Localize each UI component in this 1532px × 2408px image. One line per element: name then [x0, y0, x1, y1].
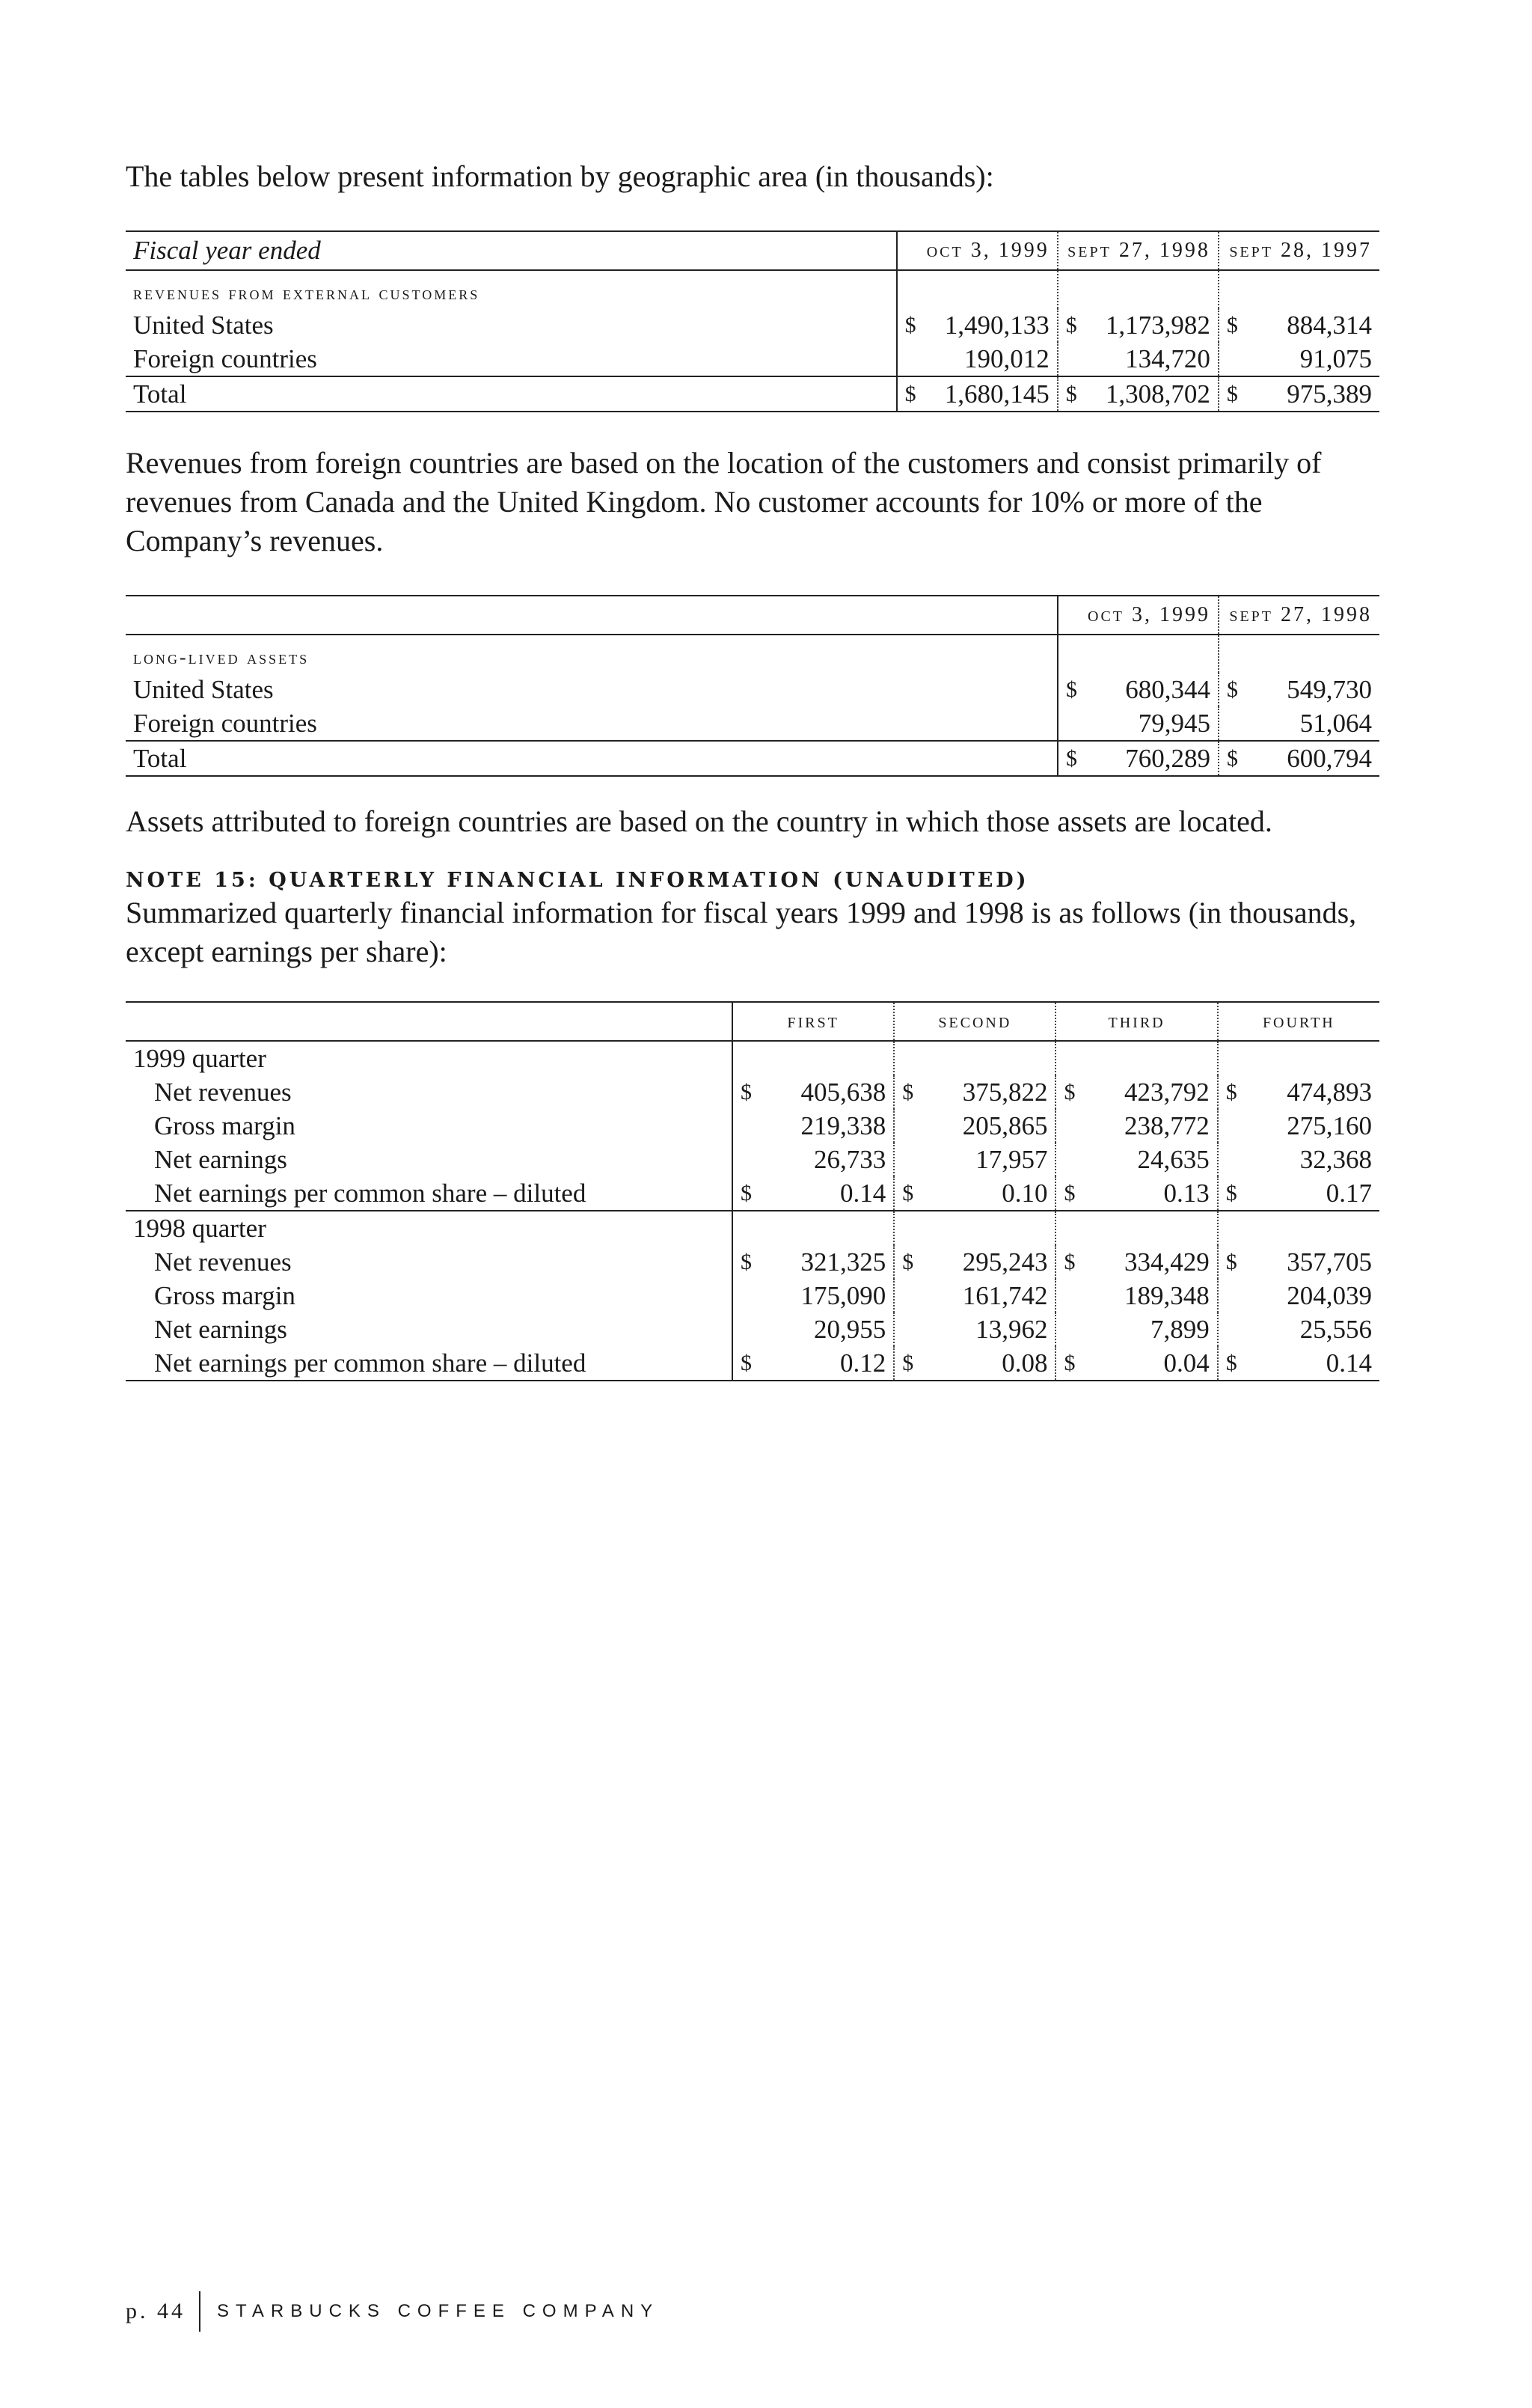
column-header: sept 28, 1997: [1219, 231, 1379, 270]
row-label: Foreign countries: [126, 706, 1058, 741]
row-label: Net revenues: [154, 1247, 292, 1277]
cell: 32,368: [1218, 1143, 1379, 1176]
table-header-row: [126, 1002, 1379, 1041]
cell: $ 0.14: [1218, 1346, 1379, 1381]
cell: 20,955: [732, 1313, 894, 1346]
cell: 7,899: [1055, 1313, 1217, 1346]
cell: $ 0.04: [1055, 1346, 1217, 1381]
row-label: Net earnings per common share – diluted: [126, 1346, 732, 1381]
cell: 204,039: [1218, 1279, 1379, 1313]
cell: 26,733: [732, 1143, 894, 1176]
group-row: [126, 1041, 1379, 1075]
page-content: [126, 157, 1379, 1381]
table-row: [126, 1075, 1379, 1109]
row-label: Total: [126, 741, 1058, 776]
cell: $ 1,173,982: [1058, 308, 1219, 342]
cell: 161,742: [894, 1279, 1055, 1313]
cell: $ 600,794: [1219, 741, 1379, 776]
row-label: Gross margin: [154, 1280, 295, 1310]
table-row: [126, 1313, 1379, 1346]
column-header: oct 3, 1999: [897, 231, 1058, 270]
cell: $ 0.08: [894, 1346, 1055, 1381]
cell: 190,012: [897, 342, 1058, 376]
cell: $ 0.12: [732, 1346, 894, 1381]
row-label: United States: [133, 310, 274, 340]
cell: 24,635: [1055, 1143, 1217, 1176]
column-header: second: [894, 1002, 1055, 1041]
cell: 51,064: [1219, 706, 1379, 741]
cell: 205,865: [894, 1109, 1055, 1143]
revenue-by-geography-table: [126, 230, 1379, 412]
cell: $ 1,308,702: [1058, 376, 1219, 412]
cell: $ 321,325: [732, 1245, 894, 1279]
cell: $ 760,289: [1058, 741, 1219, 776]
row-label: Gross margin: [154, 1110, 295, 1140]
table-header-row: [126, 231, 1379, 270]
total-row: [126, 376, 1379, 412]
section-row: [126, 270, 1379, 308]
page-number: p. 44: [126, 2299, 186, 2323]
row-label: Total: [126, 376, 897, 412]
group-label: 1998 quarter: [133, 1213, 266, 1243]
column-header: sept 27, 1998: [1058, 231, 1219, 270]
cell: $ 680,344: [1058, 673, 1219, 706]
column-header: sept 27, 1998: [1219, 596, 1379, 635]
foreign-revenue-note: Revenues from foreign countries are based on the location of the customers and consist primarily of revenues from Canada and the United Kingdom. No customer accounts for 10% or more of the Company’s revenues.: [126, 446, 1322, 557]
cell: 17,957: [894, 1143, 1055, 1176]
cell: $ 375,822: [894, 1075, 1055, 1109]
table-row: [126, 342, 1379, 376]
row-label: Foreign countries: [126, 342, 897, 376]
cell: $ 295,243: [894, 1245, 1055, 1279]
table-row: [126, 673, 1379, 706]
table-row: [126, 706, 1379, 741]
row-label: Net earnings per common share – diluted: [126, 1176, 732, 1211]
cell: 189,348: [1055, 1279, 1217, 1313]
header-label: Fiscal year ended: [126, 231, 897, 270]
cell: 175,090: [732, 1279, 894, 1313]
table-row: [126, 1245, 1379, 1279]
quarterly-financial-table: [126, 1001, 1379, 1381]
section-row: [126, 635, 1379, 673]
cell: $ 1,680,145: [897, 376, 1058, 412]
cell: 134,720: [1058, 342, 1219, 376]
cell: $ 975,389: [1219, 376, 1379, 412]
cell: $ 0.10: [894, 1176, 1055, 1211]
column-header: fourth: [1218, 1002, 1379, 1041]
group-row: [126, 1211, 1379, 1245]
cell: 25,556: [1218, 1313, 1379, 1346]
row-label: Net earnings: [154, 1314, 287, 1344]
cell: $ 1,490,133: [897, 308, 1058, 342]
table-row: [126, 1143, 1379, 1176]
table-row: [126, 308, 1379, 342]
cell: $ 474,893: [1218, 1075, 1379, 1109]
page-footer: [126, 2291, 659, 2332]
note-body: Summarized quarterly financial information for fiscal years 1999 and 1998 is as follows (in thousands, except earnings per share):: [126, 896, 1357, 968]
long-lived-assets-table: [126, 595, 1379, 777]
cell: 13,962: [894, 1313, 1055, 1346]
foreign-assets-note: Assets attributed to foreign countries are based on the country in which those assets are located.: [126, 804, 1272, 838]
cell: 79,945: [1058, 706, 1219, 741]
cell: 238,772: [1055, 1109, 1217, 1143]
section-label: long-lived assets: [133, 647, 310, 668]
row-label: Net revenues: [154, 1077, 292, 1107]
row-label: United States: [133, 674, 274, 704]
note-heading: NOTE 15: QUARTERLY FINANCIAL INFORMATION (UNAUDITED): [126, 869, 1029, 892]
table-header-row: [126, 596, 1379, 635]
table-row: [126, 1176, 1379, 1211]
cell: 275,160: [1218, 1109, 1379, 1143]
cell: $ 0.13: [1055, 1176, 1217, 1211]
cell: $ 405,638: [732, 1075, 894, 1109]
cell: $ 0.14: [732, 1176, 894, 1211]
total-row: [126, 741, 1379, 776]
cell: $ 334,429: [1055, 1245, 1217, 1279]
cell: $ 0.17: [1218, 1176, 1379, 1211]
column-header: oct 3, 1999: [1058, 596, 1219, 635]
table-row: [126, 1109, 1379, 1143]
cell: $ 357,705: [1218, 1245, 1379, 1279]
section-label: revenues from external customers: [133, 282, 480, 304]
cell: $ 884,314: [1219, 308, 1379, 342]
company-name: STARBUCKS COFFEE COMPANY: [217, 2301, 660, 2321]
cell: 91,075: [1219, 342, 1379, 376]
cell: 219,338: [732, 1109, 894, 1143]
column-header: third: [1055, 1002, 1217, 1041]
cell: $ 423,792: [1055, 1075, 1217, 1109]
row-label: Net earnings: [154, 1144, 287, 1174]
column-header: first: [732, 1002, 894, 1041]
group-label: 1999 quarter: [133, 1043, 266, 1073]
table-row: [126, 1346, 1379, 1381]
intro-text: The tables below present information by geographic area (in thousands):: [126, 159, 994, 193]
cell: $ 549,730: [1219, 673, 1379, 706]
table-row: [126, 1279, 1379, 1313]
